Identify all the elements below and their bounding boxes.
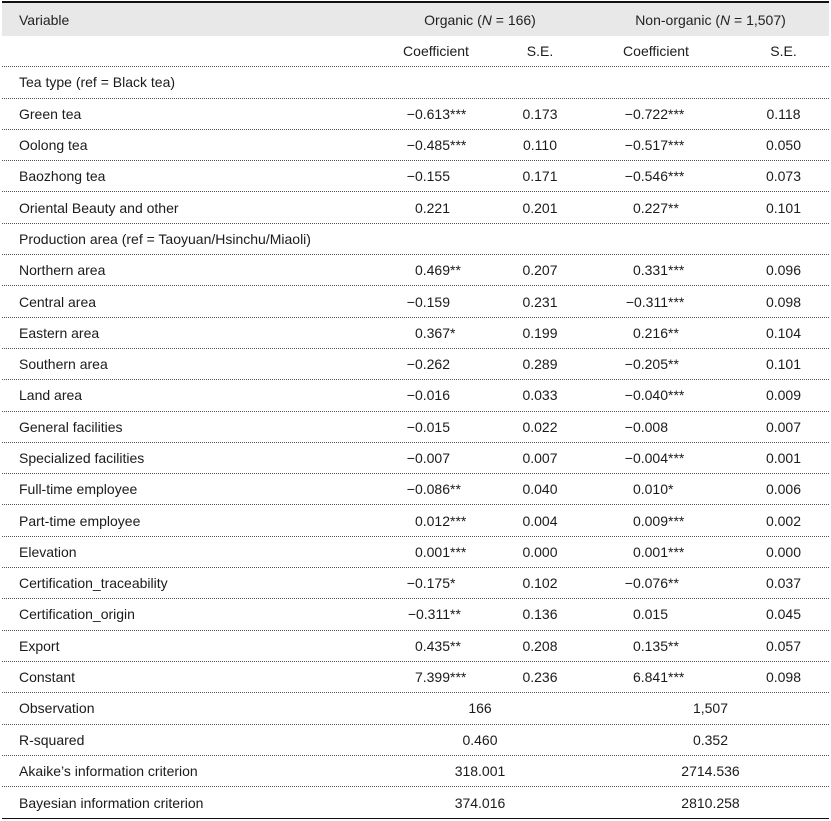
non-organic-significance-stars: ***: [668, 512, 685, 529]
organic-se: 0.236: [522, 669, 558, 686]
organic-coefficient-cell: [390, 513, 500, 529]
non-organic-coefficient: 0.001: [632, 543, 668, 560]
organic-coefficient-cell: [390, 168, 500, 184]
stat-label: R-squared: [19, 731, 85, 748]
non-organic-coefficient-cell: [580, 137, 738, 153]
section-row: [2, 224, 829, 255]
organic-significance-stars: ***: [450, 543, 467, 560]
organic-coefficient-cell: [390, 106, 500, 122]
organic-header-n: N: [481, 11, 492, 28]
organic-significance-stars: ***: [450, 137, 467, 154]
stats-row: [2, 756, 829, 787]
organic-significance-stars: ***: [450, 512, 467, 529]
non-organic-coefficient-cell: [580, 606, 738, 622]
non-organic-se: 0.050: [765, 137, 802, 154]
non-organic-significance-stars: ***: [668, 137, 685, 154]
non-organic-coefficient-header: Coefficient: [623, 43, 689, 60]
non-organic-header-suffix: = 1,507): [730, 11, 786, 28]
non-organic-coefficient: 0.009: [632, 512, 668, 529]
organic-se: 0.102: [522, 575, 558, 592]
organic-coefficient: −0.311: [407, 606, 450, 623]
organic-coefficient: 0.367: [414, 324, 450, 341]
table-row: [2, 537, 829, 568]
non-organic-coefficient: −0.546: [624, 168, 668, 185]
non-organic-coefficient-cell: [580, 419, 738, 435]
organic-coefficient: 0.001: [414, 543, 450, 560]
non-organic-significance-stars: ***: [668, 450, 685, 466]
variable-label: Northern area: [19, 262, 106, 279]
organic-se: 0.004: [522, 512, 558, 529]
stat-label: Observation: [19, 700, 95, 717]
organic-se: 0.000: [522, 543, 558, 560]
organic-significance-stars: ***: [450, 105, 467, 122]
section-row: [2, 67, 829, 98]
non-organic-se: 0.118: [766, 105, 801, 122]
non-organic-se: 0.098: [765, 293, 802, 310]
organic-coefficient: −0.086: [406, 481, 450, 498]
organic-significance-stars: **: [450, 481, 461, 498]
table-row: [2, 380, 829, 411]
non-organic-se: 0.002: [765, 512, 802, 529]
non-organic-coefficient: 0.216: [632, 324, 668, 341]
organic-se: 0.110: [523, 137, 557, 154]
non-organic-coefficient-cell: [580, 450, 738, 466]
non-organic-significance-stars: ***: [668, 293, 685, 310]
non-organic-se: 0.101: [765, 356, 802, 373]
organic-coefficient-cell: [390, 669, 500, 685]
organic-se-header: S.E.: [526, 43, 554, 60]
organic-coefficient: 0.221: [414, 199, 450, 216]
table-row: [2, 662, 829, 693]
organic-coefficient: 0.012: [414, 512, 450, 529]
organic-coefficient-cell: [390, 450, 500, 466]
non-organic-coefficient-cell: [580, 200, 738, 216]
organic-coefficient-cell: [390, 137, 500, 153]
non-organic-stat-value: 0.352: [692, 731, 729, 748]
non-organic-stat-value: 2810.258: [681, 794, 740, 811]
non-organic-coefficient-cell: [580, 544, 738, 560]
table-row: [2, 192, 829, 223]
organic-se: 0.289: [522, 356, 558, 373]
organic-se: 0.201: [522, 199, 558, 216]
non-organic-se-header: S.E.: [770, 43, 797, 60]
organic-significance-stars: *: [450, 324, 456, 341]
stat-label: Bayesian information criterion: [19, 794, 204, 811]
variable-label: Oriental Beauty and other: [19, 199, 179, 216]
non-organic-coefficient: −0.008: [624, 418, 668, 435]
non-organic-significance-stars: ***: [668, 262, 685, 279]
table-row: [2, 505, 829, 536]
organic-coefficient: −0.159: [406, 293, 450, 310]
variable-label: Southern area: [19, 356, 108, 373]
non-organic-coefficient: 0.331: [632, 262, 668, 279]
organic-se: 0.033: [522, 387, 558, 404]
variable-label: Baozhong tea: [19, 168, 106, 185]
non-organic-significance-stars: **: [668, 199, 679, 216]
non-organic-coefficient: 6.841: [632, 669, 668, 686]
organic-se: 0.173: [522, 105, 558, 122]
variable-label: Certification_traceability: [19, 575, 168, 592]
non-organic-header-prefix: Non-organic (: [635, 11, 721, 28]
non-organic-coefficient-cell: [580, 294, 738, 310]
non-organic-se: 0.037: [765, 575, 802, 592]
section-label: Production area (ref = Taoyuan/Hsinchu/Miaoli): [19, 230, 311, 247]
organic-coefficient: −0.613: [406, 105, 450, 122]
non-organic-se: 0.001: [765, 450, 802, 466]
table-row: [2, 631, 829, 662]
non-organic-coefficient: −0.722: [624, 105, 668, 122]
variable-label: Land area: [19, 387, 83, 404]
stat-label: Akaike’s information criterion: [19, 762, 198, 779]
table-header-row: [2, 3, 829, 36]
non-organic-significance-stars: **: [668, 324, 679, 341]
organic-se: 0.171: [522, 168, 558, 185]
organic-se: 0.208: [522, 637, 558, 654]
variable-label: General facilities: [19, 418, 123, 435]
organic-coefficient-cell: [390, 638, 500, 654]
non-organic-significance-stars: ***: [668, 669, 685, 686]
stats-row: [2, 787, 829, 818]
non-organic-coefficient: −0.311: [625, 293, 668, 310]
non-organic-coefficient-cell: [580, 669, 738, 685]
non-organic-coefficient: −0.040: [624, 387, 668, 404]
table-row: [2, 443, 829, 474]
variable-label: Constant: [19, 669, 76, 686]
organic-coefficient: −0.007: [406, 450, 450, 466]
non-organic-stat-value: 2714.536: [681, 762, 740, 779]
non-organic-se: 0.073: [765, 168, 802, 185]
non-organic-se: 0.006: [765, 481, 802, 498]
organic-column-header: [390, 12, 580, 28]
non-organic-coefficient-cell: [580, 481, 738, 497]
non-organic-coefficient-cell: [580, 387, 738, 403]
non-organic-stat-value: 1,507: [692, 700, 729, 717]
table-row: [2, 412, 829, 443]
non-organic-se: 0.000: [765, 543, 802, 560]
non-organic-se: 0.045: [765, 606, 802, 623]
organic-coefficient: 7.399: [414, 669, 450, 686]
section-label: Tea type (ref = Black tea): [19, 74, 176, 91]
non-organic-column-header: [580, 12, 829, 28]
table-row: [2, 318, 829, 349]
non-organic-coefficient-cell: [580, 106, 738, 122]
table-row: [2, 255, 829, 286]
organic-significance-stars: *: [450, 575, 456, 592]
organic-se: 0.136: [522, 606, 558, 623]
non-organic-coefficient: −0.004: [624, 450, 668, 466]
table-row: [2, 130, 829, 161]
organic-se: 0.231: [522, 293, 558, 310]
non-organic-significance-stars: **: [668, 637, 679, 654]
non-organic-coefficient: 0.010: [632, 481, 668, 498]
organic-significance-stars: **: [450, 606, 461, 623]
organic-coefficient-header: Coefficient: [403, 43, 469, 60]
organic-stat-value: 166: [468, 700, 492, 717]
variable-label: Eastern area: [19, 324, 100, 341]
variable-label: Elevation: [19, 543, 77, 560]
organic-header-suffix: = 166): [491, 11, 536, 28]
table-row: [2, 349, 829, 380]
organic-coefficient: 0.435: [414, 637, 450, 654]
non-organic-coefficient: −0.076: [624, 575, 668, 592]
subheader-row: [2, 36, 829, 67]
organic-coefficient-cell: [390, 387, 500, 403]
stats-row: [2, 693, 829, 724]
table-row: [2, 161, 829, 192]
organic-coefficient-cell: [390, 606, 500, 622]
non-organic-coefficient: 0.227: [632, 199, 668, 216]
organic-coefficient-cell: [390, 419, 500, 435]
non-organic-coefficient-cell: [580, 513, 738, 529]
organic-coefficient-cell: [390, 481, 500, 497]
non-organic-se: 0.101: [765, 199, 802, 216]
organic-coefficient: −0.155: [406, 168, 450, 185]
variable-label: Certification_origin: [19, 606, 135, 623]
organic-se: 0.022: [522, 418, 558, 435]
non-organic-significance-stars: **: [668, 356, 679, 373]
organic-coefficient-cell: [390, 200, 500, 216]
variable-label: Part-time employee: [19, 512, 141, 529]
variable-label: Green tea: [19, 105, 82, 122]
organic-significance-stars: **: [450, 637, 461, 654]
organic-se: 0.007: [522, 450, 558, 466]
organic-coefficient: 0.469: [414, 262, 450, 279]
regression-table: [2, 1, 829, 819]
non-organic-se: 0.007: [765, 418, 802, 435]
organic-stat-value: 0.460: [462, 731, 498, 748]
organic-significance-stars: ***: [450, 669, 467, 686]
non-organic-coefficient-cell: [580, 638, 738, 654]
table-row: [2, 99, 829, 130]
organic-coefficient-cell: [390, 325, 500, 341]
non-organic-se: 0.104: [765, 324, 802, 341]
non-organic-coefficient-cell: [580, 325, 738, 341]
non-organic-se: 0.096: [765, 262, 802, 279]
non-organic-significance-stars: ***: [668, 543, 685, 560]
non-organic-coefficient-cell: [580, 575, 738, 591]
variable-label: Central area: [19, 293, 97, 310]
non-organic-significance-stars: *: [668, 481, 674, 498]
organic-header-prefix: Organic (: [424, 11, 482, 28]
organic-coefficient-cell: [390, 356, 500, 372]
non-organic-header-n: N: [720, 11, 731, 28]
non-organic-se: 0.057: [765, 637, 802, 654]
non-organic-coefficient: −0.517: [624, 137, 668, 154]
non-organic-significance-stars: ***: [668, 168, 685, 185]
organic-se: 0.040: [522, 481, 558, 498]
non-organic-coefficient: 0.015: [632, 606, 668, 623]
organic-stat-value: 374.016: [454, 794, 506, 811]
variable-label: Specialized facilities: [19, 450, 145, 466]
organic-coefficient: −0.262: [406, 356, 450, 373]
variable-label: Full-time employee: [19, 481, 138, 498]
organic-stat-value: 318.001: [454, 762, 506, 779]
organic-coefficient-cell: [390, 544, 500, 560]
organic-coefficient-cell: [390, 294, 500, 310]
non-organic-se: 0.009: [765, 387, 802, 404]
stats-row: [2, 725, 829, 756]
organic-coefficient: −0.485: [406, 137, 450, 154]
organic-coefficient: −0.016: [406, 387, 450, 404]
non-organic-se: 0.098: [765, 669, 802, 686]
table-row: [2, 474, 829, 505]
organic-significance-stars: **: [450, 262, 461, 279]
non-organic-coefficient-cell: [580, 262, 738, 278]
non-organic-coefficient: 0.135: [632, 637, 668, 654]
organic-coefficient: −0.015: [406, 418, 450, 435]
non-organic-significance-stars: **: [668, 575, 679, 592]
organic-coefficient-cell: [390, 262, 500, 278]
non-organic-significance-stars: ***: [668, 387, 685, 404]
non-organic-coefficient: −0.205: [624, 356, 668, 373]
organic-coefficient: −0.175: [406, 575, 450, 592]
variable-label: Oolong tea: [19, 137, 88, 154]
organic-se: 0.199: [522, 324, 558, 341]
organic-coefficient-cell: [390, 575, 500, 591]
non-organic-significance-stars: ***: [668, 105, 685, 122]
non-organic-coefficient-cell: [580, 168, 738, 184]
table-row: [2, 286, 829, 317]
table-row: [2, 599, 829, 630]
non-organic-coefficient-cell: [580, 356, 738, 372]
organic-se: 0.207: [522, 262, 558, 279]
table-row: [2, 568, 829, 599]
variable-column-header: Variable: [19, 11, 70, 28]
variable-label: Export: [19, 637, 60, 654]
